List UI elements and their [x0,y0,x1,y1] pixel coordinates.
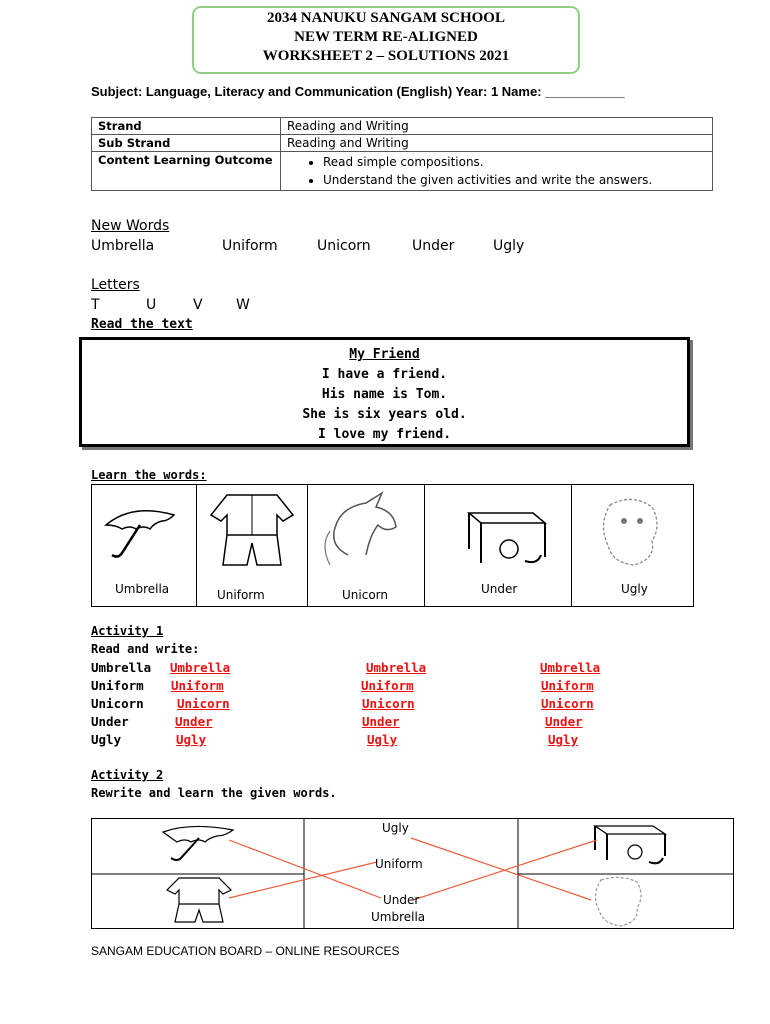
outcome-value [281,152,713,191]
answer-col1: Ugly [176,732,207,747]
activity1-word: Unicorn [91,696,144,711]
substrand-value: Reading and Writing [281,135,713,152]
uniform-icon [197,485,307,575]
picture-label: Umbrella [115,582,170,596]
substrand-key: Sub Strand [92,135,281,152]
unicorn-icon [308,485,424,575]
story-title: My Friend [349,347,420,362]
match-word: Under [383,893,420,907]
answer-col2: Unicorn [362,696,415,711]
answer-col1: Uniform [171,678,224,693]
footer: SANGAM EDUCATION BOARD – ONLINE RESOURCES [91,944,400,958]
picture-cell [197,485,308,606]
new-word: Ugly [493,238,525,254]
letter: V [193,297,203,313]
answer-col3: Umbrella [540,660,601,675]
table-row [92,152,713,191]
answer-col2: Under [362,714,400,729]
table-row [92,118,713,135]
answer-col2: Umbrella [366,660,427,675]
picture-label: Ugly [621,582,648,596]
picture-label: Uniform [217,588,265,602]
strand-key: Strand [92,118,281,135]
picture-cell [572,485,695,606]
answer-col3: Under [545,714,583,729]
strand-value: Reading and Writing [281,118,713,135]
outcome-item: • Understand the given activities and write the answers. [323,171,706,189]
learn-words-heading: Learn the words: [91,468,207,482]
picture-cell [92,485,197,606]
new-word: Unicorn [317,238,371,254]
uniform-icon [167,878,231,922]
match-word: Ugly [382,821,409,835]
letters-heading: Letters [91,277,140,293]
answer-col3: Uniform [541,678,594,693]
answer-col3: Ugly [548,732,579,747]
match-word: Umbrella [371,910,426,924]
answer-col1: Unicorn [177,696,230,711]
letter: U [146,297,157,313]
letter: T [91,297,100,313]
activity1-instruction: Read and write: [91,642,200,656]
activity1-heading: Activity 1 [91,624,164,638]
new-word: Umbrella [91,238,155,254]
answer-col1: Umbrella [170,660,231,675]
activity1-word: Under [91,714,129,729]
umbrella-icon [92,485,196,575]
outcome-item: • Read simple compositions. [323,153,706,171]
answer-col2: Uniform [361,678,414,693]
activity1-word: Umbrella [91,660,152,675]
activity1-word: Ugly [91,732,122,747]
school-name: 2034 NANUKU SANGAM SCHOOL [267,10,505,26]
story-line: I have a friend. [321,367,448,382]
activity2-instruction: Rewrite and learn the given words. [91,786,337,800]
story-line: His name is Tom. [321,387,448,402]
new-word: Uniform [222,238,278,254]
answer-col3: Unicorn [541,696,594,711]
worksheet-title: WORKSHEET 2 – SOLUTIONS 2021 [262,48,510,64]
picture-cell [308,485,425,606]
answer-col2: Ugly [367,732,398,747]
read-text-heading: Read the text [91,317,193,332]
table-icon [595,826,665,863]
picture-row [91,484,694,607]
story-line: She is six years old. [302,407,467,422]
term-title: NEW TERM RE-ALIGNED [294,29,478,45]
table-icon [425,485,571,581]
new-words-heading: New Words [91,218,170,234]
table-row [92,135,713,152]
story-box [79,337,690,447]
ugly-monster-icon [595,877,641,926]
picture-label: Unicorn [342,588,388,602]
answer-col1: Under [175,714,213,729]
match-word: Uniform [375,857,423,871]
umbrella-icon [163,826,233,860]
worksheet-header [192,6,580,74]
letter: W [236,297,250,313]
picture-label: Under [481,582,518,596]
activity2-heading: Activity 2 [91,768,164,782]
new-word: Under [412,238,455,254]
picture-cell [425,485,572,606]
activity1-word: Uniform [91,678,144,693]
story-line: I love my friend. [317,427,452,442]
outcome-table [91,117,713,191]
outcome-key: Content Learning Outcome [92,152,281,191]
ugly-monster-icon [572,485,695,575]
subject-line: Subject: Language, Literacy and Communication (English) Year: 1 Name: ___________ [91,84,625,99]
